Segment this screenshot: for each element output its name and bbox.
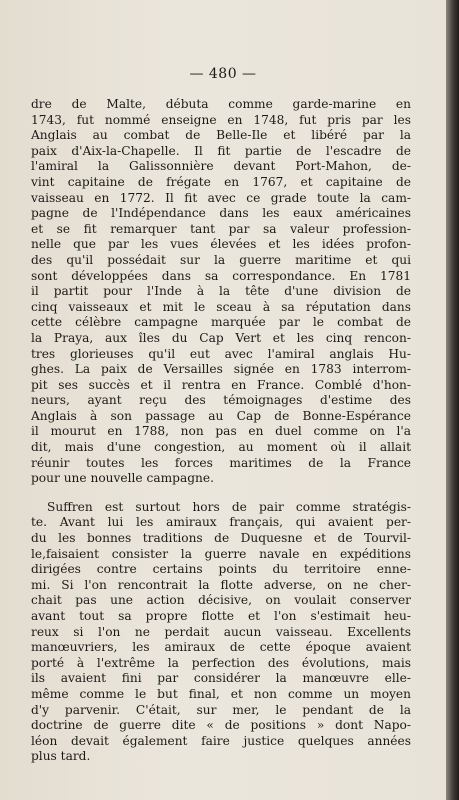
- text-line: tres glorieuses qu'il eut avec l'amiral anglais Hu-: [31, 346, 411, 361]
- text-line: vint capitaine de frégate en 1767, et capitaine de: [31, 174, 411, 189]
- text-line: la Praya, aux îles du Cap Vert et les cinq rencon-: [31, 330, 411, 345]
- page-edge: [446, 0, 459, 800]
- text-line: mi. Si l'on rencontrait la flotte adverse, on ne cher-: [31, 577, 411, 592]
- text-line: ils avaient fini par considérer la manœuvre elle-: [31, 671, 411, 686]
- text-line: te. Avant lui les amiraux français, qui avaient per-: [31, 515, 411, 530]
- text-line: sont développées dans sa correspondance. En 1781: [31, 268, 411, 283]
- text-line: porté à l'extrême la perfection des évolutions, mais: [31, 655, 411, 670]
- paragraph-2: [31, 500, 411, 765]
- page-number: — 480 —: [189, 66, 257, 82]
- text-line: l'amiral la Galissonnière devant Port-Mahon, de-: [31, 159, 411, 174]
- text-line: nelle que par les vues élevées et les idées profon-: [31, 237, 411, 252]
- text-line: doctrine de guerre dite « de positions » dont Napo-: [31, 718, 411, 733]
- text-line: ghes. La paix de Versailles signée en 1783 interrom-: [31, 362, 411, 377]
- body-text: [31, 97, 411, 765]
- text-line: vaisseau en 1772. Il fit avec ce grade toute la cam-: [31, 190, 411, 205]
- text-line: il partit pour l'Inde à la tête d'une division de: [31, 284, 411, 299]
- text-line: 1743, fut nommé enseigne en 1748, fut pris par les: [31, 112, 411, 127]
- text-line: il mourut en 1788, non pas en duel comme on l'a: [31, 424, 411, 439]
- text-line: neurs, ayant reçu des témoignages d'estime des: [31, 393, 411, 408]
- text-line: dirigées contre certains points du territoire enne-: [31, 562, 411, 577]
- text-line: pit ses succès et il rentra en France. Comblé d'hon-: [31, 377, 411, 392]
- text-line: reux si l'on ne perdait aucun vaisseau. Excellents: [31, 624, 411, 639]
- text-line: d'y parvenir. C'était, sur mer, le pendant de la: [31, 702, 411, 717]
- paragraph-1: [31, 97, 411, 487]
- text-line: même comme le but final, et non comme un moyen: [31, 686, 411, 701]
- text-line: dre de Malte, débuta comme garde-marine en: [31, 97, 411, 111]
- text-line: pour une nouvelle campagne.: [31, 471, 214, 486]
- text-line: manœuvriers, les amiraux de cette époque avaient: [31, 640, 411, 655]
- text-line: Anglais au combat de Belle-Ile et libéré par la: [31, 128, 411, 143]
- text-line: pagne de l'Indépendance dans les eaux américaines: [31, 206, 411, 221]
- text-line: réunir toutes les forces maritimes de la France: [31, 455, 411, 470]
- text-line: cette célèbre campagne marquée par le combat de: [31, 315, 411, 330]
- text-line: et se fit remarquer tant par sa valeur profession-: [31, 221, 411, 236]
- text-line: Anglais à son passage au Cap de Bonne-Espérance: [31, 408, 411, 423]
- text-line: avant tout sa propre flotte et l'on s'estimait heu-: [31, 609, 411, 623]
- paragraph-gap: [31, 487, 411, 500]
- text-line: paix d'Aix-la-Chapelle. Il fit partie de l'escadre de: [31, 143, 411, 158]
- text-line: Suffren est surtout hors de pair comme stratégis-: [47, 499, 411, 514]
- text-line: cinq vaisseaux et mit le sceau à sa réputation dans: [31, 299, 411, 314]
- text-line: dit, mais d'une congestion, au moment où il allait: [31, 440, 411, 455]
- text-line: léon devait également faire justice quelques années: [31, 733, 411, 748]
- text-line: chait pas une action décisive, on voulait conserver: [31, 593, 411, 608]
- text-line: du les bonnes traditions de Duquesne et de Tourvil-: [31, 531, 411, 546]
- text-line: le,faisaient consister la guerre navale en expéditions: [31, 546, 411, 561]
- text-line: plus tard.: [31, 749, 91, 764]
- text-line: des qu'il possédait sur la guerre maritime et qui: [31, 252, 411, 267]
